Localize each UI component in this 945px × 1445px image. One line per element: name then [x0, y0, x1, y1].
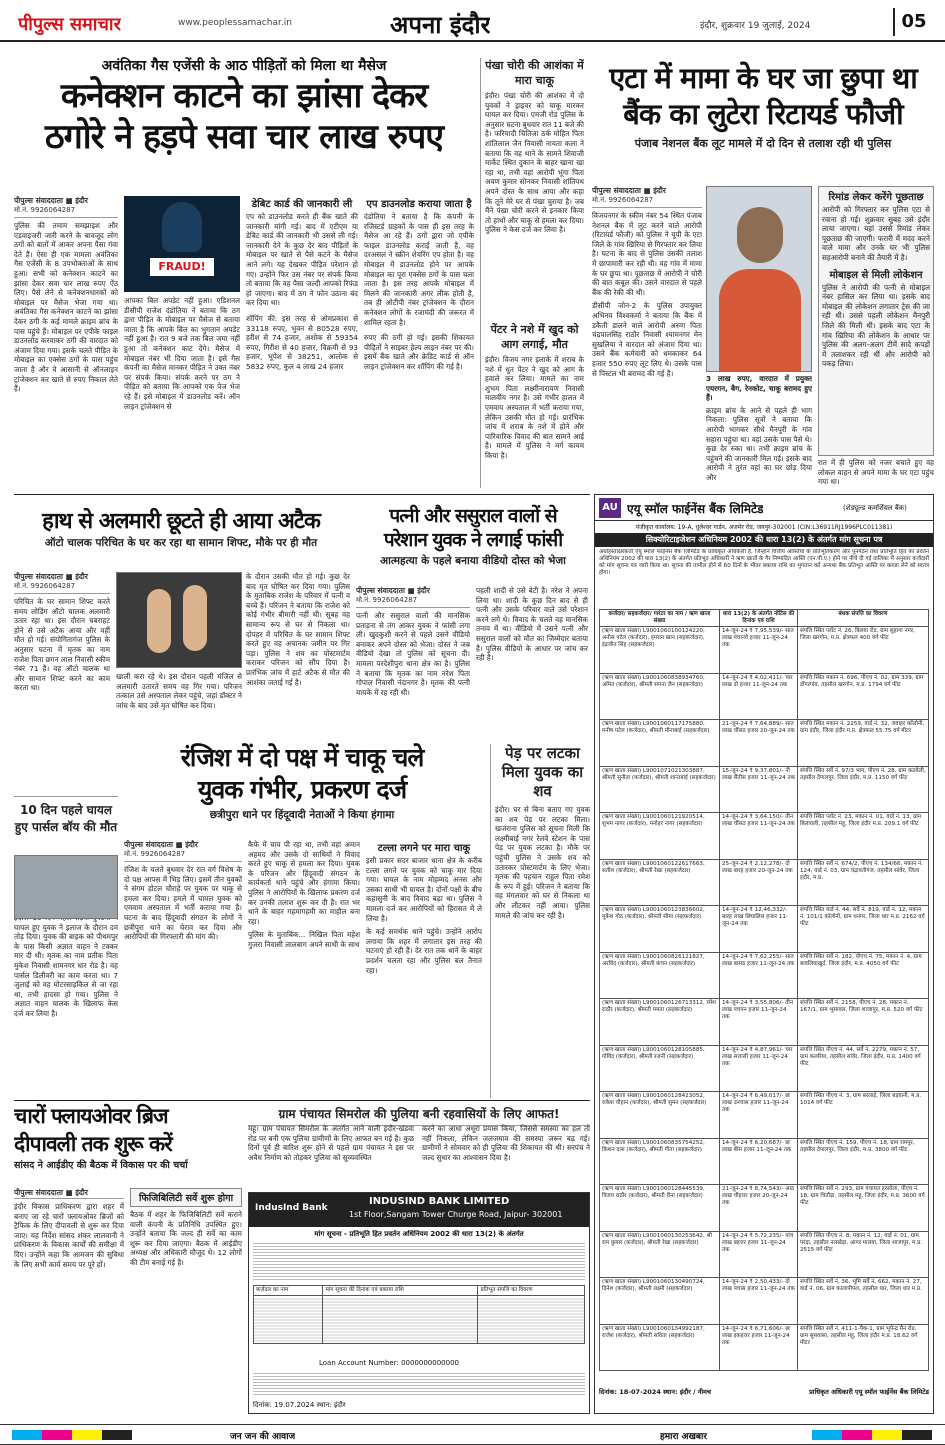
table-row [600, 1185, 929, 1232]
body-text: बैठक में शहर के फिजिबिलिटी सर्वे कराने वाली कंपनी के प्रतिनिधि उपस्थित हुए। उन्होंने बताया कि जल्द ही सर्वे का काम शुरू कर दिया जाएगा। बैठक में आईडीए अध्यक्ष और अधिकारी मौजूद थे। 12 लोगों की टीम बनाई गई है। [130, 1210, 242, 1267]
subhead: एप डाउनलोड कराया जाता है [366, 199, 472, 210]
table-cell: 14-जून-24 ₹ 4,87,961/- चार लाख सत्तासी हजार 11-जून-24 तक [720, 1045, 798, 1092]
box-title: मोबाइल से मिली लोकेशन [829, 269, 923, 281]
story1-col2 [124, 296, 240, 486]
table-cell: (ऋण खाता संख्या) L9001060122617663, सतीश (कर्जदार), श्रीमती रेखा (सहकर्जदार) [600, 859, 720, 906]
table-cell: (ऋण खाता संख्या) L9001060117175880, मनीष पटेल (कर्जदार), श्रीमती मीनाबाई (सहकर्जदार) [600, 720, 720, 767]
story1-col4 [364, 196, 474, 486]
body-text: दंडोतिया ने बताया है कि कंपनी के रजिस्टर्ड ग्राहकों के पास ही इस तरह के मैसेज आ रहे हैं। ठगों द्वारा जो एपीके फाइल डाउनलोड कराई जाती है, वह दरअसल ने स्क्रीन शेयरिंग एप होता है। वह मोबाइल में डाउनलोड होने पर आपके मोबाइल का पूरा एक्सेस ठगों के पास चला जाता है। इस तरह आपके मोबाइल में मिलने की जानकारी अगर लीक होती है, तब ही ओटीपी नंबर ट्रांजेक्शन के दौरान कनेक्शन लोगों के रजामंदी की जरूरत में शामिल रहता है। [364, 212, 474, 327]
table-row [600, 999, 929, 1046]
byline: पीपुल्स संवाददाता ■ इंदौर [14, 572, 88, 581]
accused-photo [706, 186, 812, 372]
headline-line-2: दीपावली तक शुरू करें [14, 1131, 172, 1156]
body-text: महू। ग्राम पंचायत सिमरोल के अंतर्गत आने वाली इंदौर-खंडवा रोड पर बनी एक पुलिया ग्रामीणों के लिए आफत बन गई है। कुछ दिनों पूर्व ही बारिश शुरू होने से पहले ग्राम पंचायत ने इस पर अवैध निर्माण को तोड़कर पुलिया को सुव्यवस्थित [248, 1124, 414, 1162]
indusind-notice-title: मांग सूचना - प्रतिभूति हित प्रवर्तन अधिनियम 2002 की धारा 13(2) के अंतर्गत [314, 1230, 524, 1238]
box-text: आरोपी को गिरफ्तार कर पुलिस एटा से रवाना हो गई। शुक्रवार सुबह उसे इंदौर लाया जाएगा। यहां उससे रिमांड लेकर पूछताछ की जाएगी। फरारी में मदद करने वाले मामा और उनके घर भी पुलिस सहआरोपी बनाने की तैयारी में है। [822, 205, 930, 262]
page-number: 05 [893, 8, 933, 36]
table-cell: 14-जून-24 ₹ 5,72,235/- पांच लाख बहत्तर हजार 11-जून-24 तक [720, 1231, 798, 1278]
story-rivalry-fight [122, 742, 482, 832]
story-hanging-body [490, 744, 590, 1098]
story7-col2 [476, 586, 588, 740]
table-cell: संपत्ति स्थित सर्वे नं. 411-1-पैक-1, ग्राम भूपेन्द्र मैन रोड, ग्राम सुसवासा, तहसील महू, जिला इंदौर म.प्र. 18.62 वर्ग मीटर [798, 1324, 929, 1371]
table-cell: संपत्ति स्थित वार्ड नं. 44, सर्वे नं. 819, वार्ड नं. 12, मकान नं. 101/1 कॉलोनी, ग्राम धनगर, जिला धार म.प्र. 2162 वर्ग फीट [798, 906, 929, 953]
au-intro: अधोहस्ताक्षरकर्ता एयू स्मॉल फाईनेंस बैंक लिमिटेड के प्राधिकृत अधिकारी है, जिन्होंने वित्तीय आस्तियों के प्रतिभूतिकरण और पुनर्गठन तथा प्रतिभूति हित का प्रवर्तन अधिनियम 2002 की धारा 13(2) के अंतर्गत प्रतिभूत अधिकारी ने ऋण खातों के गैर निष्पादित आस्ति (एन.पी.ए.) होने पर नीचे दी गई तालिका में अनुसार कर्जदारों को मांग सूचना पत्र जारी किया था। सूचना की तामील होने से 60 दिनों के भीतर बकाया राशि का भुगतान करें अन्यथा बैंक प्रतिभूत आस्ति पर कब्जा लेने को स्वतंत्र होगा। [599, 549, 929, 576]
mobile-number: मो.नं. 9926064287 [14, 582, 110, 594]
table-header: कर्जदार/ सहकर्जदार/ गारंटर का नाम / ऋण खाता संख्या [600, 610, 720, 627]
headline: हाथ से अलमारी छूटते ही आया अटैक [42, 508, 320, 534]
brand-logo: पीपुल्स समाचार [18, 14, 121, 35]
color-marks-left [12, 1430, 132, 1440]
story1-col1 [14, 196, 118, 486]
table-cell: (ऋण खाता संख्या) L9001060128423052, राकेश चौहान (कर्जदार), श्रीमती सुमन (सहकर्जदार) [600, 1092, 720, 1139]
dateline: इंदौर, शुक्रवार 19 जुलाई, 2024 [700, 21, 811, 31]
au-header [595, 495, 933, 521]
au-address: पंजीकृत कार्यालय: 19-A, धुलेश्वर गार्डन, अजमेर रोड, जयपुर-302001 (CIN:L36911RJ1996PLC011381) [635, 524, 893, 531]
body-text: पहली शादी से उसे बेटी है। नरेश ने अपना लिया था। शादी के कुछ दिन बाद से ही पत्नी और उसके परिवार वाले उसे परेशान करने लगे थे। विवाद के चलते वह मानसिक तनाव में था। वीडियो में उसने पत्नी और ससुराल वालों को मौत का जिम्मेदार बताया है। पुलिस वीडियो के आधार पर जांच कर रही है। [476, 586, 588, 663]
table-row [600, 1092, 929, 1139]
photo-caption: 3 लाख रुपए, वारदात में प्रयुक्त एयरगन, बैग, रेनकोट, चाकू बरामद हुए हैं। [706, 374, 812, 403]
story-painter-death [480, 322, 584, 488]
fraud-label: FRAUD! [150, 258, 214, 276]
table-row [600, 1231, 929, 1278]
body-text: के दौरान उसकी मौत हो गई। कुछ देर बाद मृत घोषित कर दिया गया। पुलिस के मुताबिक राजेश के परिवार में पत्नी व बच्चे हैं। परिजन ने बताया कि राजेश को कोई गंभीर बीमारी नहीं थी। सुबह वह सामान्य रूप से घर से निकला था। दोपहर में परिचित के घर सामान शिफ्ट करते हुए वह अचानक जमीन पर गिर पड़ा। पुलिस ने शव का पोस्टमार्टम कराकर परिजन को सौंप दिया है। प्रारंभिक जांच में हार्ट अटैक से मौत की आशंका जताई गई है। [246, 572, 350, 687]
headline: पेड़ पर लटका मिला युवक का शव [501, 744, 584, 800]
byline: पीपुल्स संवाददाता ■ इंदौर [592, 186, 666, 195]
mobile-number: मो.नं. 9926064287 [14, 206, 118, 218]
body-text: रुपए की ठगी हो गई। इसकी शिकायत पीड़ितों ने साइबर हेल्प लाइन नंबर पर की। इसमें बैंक खाते और क्रेडिट कार्ड से ऑन लाइन ट्रांजेक्शन कर शॉपिंग की गई है। [364, 333, 474, 371]
indusind-logo: IndusInd Bank [255, 1203, 328, 1213]
table-cell: संपत्ति स्थित सर्वे नं. 182, पीएच नं. 75, मकान नं. 4, ग्राम बावलियाखुर्द, जिला इंदौर, म.प्र. 4050 वर्ग फीट [798, 952, 929, 999]
story4-col2 [706, 374, 812, 490]
body-text: विजयनगर के स्कीम नंबर 54 स्थित पंजाब नेशनल बैंक में लूट करने वाले आरोपी (रिटायर्ड फौजी) को पुलिस ने यूपी के एटा जिले के गांव खिरिया से गिरफ्तार कर लिया है। घटना के बाद से पुलिस उसकी तलाश में छापामारी कर रही थी। वह गांव में मामा के घर छुपा था। पूछताछ में आरोपी ने चोरी की बात कबूल की। उसने वारदात से पहले बैंक की रेकी की थी। [592, 211, 702, 297]
table-header: प्रतिभूत संपत्ति का विवरण [478, 1286, 585, 1296]
headline: पेंटर ने नशे में खुद को आग लगाई, मौत [490, 323, 579, 351]
subhead: डेबिट कार्ड की जानकारी ली [251, 199, 353, 210]
story7-col1 [356, 586, 470, 740]
story4-col1 [592, 186, 702, 490]
table-cell: (ऋण खाता संख्या) L9001060835754252, किशन दास (कर्जदार), श्रीमती गीता (सहकर्जदार) [600, 1138, 720, 1185]
table-header: बंधक संपत्ति का विवरण [798, 610, 929, 627]
body-text: परिचित के घर सामान शिफ्ट करते समय लोडिंग ऑटो चालक अलमारी उतार रहा था। इस दौरान घबराहट होने से उसे अटैक आया और वहीं मौत हो गई। संयोगितागंज पुलिस के अनुसार घटना में मृतक का नाम राजेश पिता छगन लाल निवासी स्कीम नंबर 71 है। वह ऑटो चालक था और सामान शिफ्ट करने का काम करता था। [14, 597, 110, 693]
story-heart-attack [14, 506, 348, 570]
shirt-shape [719, 269, 801, 372]
story5-col1 [14, 572, 110, 798]
table-row [600, 1045, 929, 1092]
table-row [600, 813, 929, 860]
foot-shape [183, 585, 207, 651]
indusind-date: दिनांक: 19.07.2024 स्थान: इंदौर [253, 1401, 346, 1409]
table-cell: (ऋण खाता संख्या) L9001060128445539, विजय राठौर (कर्जदार), श्रीमती रीना (सहकर्जदार) [600, 1185, 720, 1232]
feet-photo [116, 572, 242, 668]
headline: 10 दिन पहले घायल हुए पार्सल बॉय की मौत [14, 803, 118, 834]
indusind-bank-notice [248, 1192, 590, 1414]
indusind-header [249, 1193, 589, 1227]
body-text: एप को डाउनलोड करते ही बैंक खाते की जानकारी मांगी गई। बाद में एटीएम या डेबिट कार्ड की जानकारी भी उससे ली गई। जानकारी देने के कुछ देर बाद पीड़ितों के मोबाइल पर खाते से पैसे कटने के मैसेज आने लगे। यह देखकर पीड़ित परेशान हो गए। उन्होंने फिर उस नंबर पर संपर्क किया तो बताया कि वह पैसा जल्दी आपको रिफंड हो जाएगा। बाद में ठग ने फोन उठाना बंद कर दिया था। [246, 212, 358, 308]
subhead: पंजाब नेशनल बैंक लूट मामले में दो दिन से तलाश रही थी पुलिस [634, 137, 892, 150]
story4-col3 [818, 458, 934, 490]
table-row [600, 673, 929, 720]
divider [14, 494, 590, 495]
table-cell: संपत्ति स्थित सर्वे नं. 97/3 भाग, पीएच नं. 28, ग्राम कठवेली, तहसील देपालपुर, जिला इंदौर, म.प्र. 1150 वर्ग फीट [798, 766, 929, 813]
story10-col2 [130, 1188, 242, 1414]
table-cell: संपत्ति स्थित मकान नं. 2259, वार्ड नं. 32, जवाहर कॉलोनी, ग्राम इंदौर, जिला इंदौर म.प्र. क्षेत्रफल 55.75 वर्ग मीटर [798, 720, 929, 767]
table-cell: (ऋण खाता संख्या) L9001071021303887, श्रीमती सुनीता (कर्जदार), श्रीमती शान्तबाई (सहकर्जदार) [600, 766, 720, 813]
body-text: खाली करा रहे थे। इस दौरान पहली मंजिल से अलमारी उतारते समय वह गिर गया। परिजन तत्काल उसे अस्पताल लेकर पहुंचे, जहां डॉक्टर ने जांच के बाद उसे मृत घोषित कर दिया। [116, 672, 242, 710]
table-cell: (ऋण खाता संख्या) L9001060100124220, अनीस पटेल (कर्जदार), इमरान खान (सहकर्जदार), इंद्रजीत सिंह (सहकर्जदार) [600, 627, 720, 674]
story-flyover [14, 1102, 240, 1186]
headline: ग्राम पंचायत सिमरोल की पुलिया बनी रहवासियों के लिए आफत! [248, 1102, 590, 1126]
table-cell: 14-जून-24 ₹ 7,95,539/- सात लाख पंचानवे हजार 11-जून-24 तक [720, 627, 798, 674]
brand-url: www.peoplessamachar.in [178, 18, 292, 28]
person-icon [737, 207, 783, 263]
au-logo-icon: AU [599, 498, 621, 518]
headline-line-2: ठगोरे ने हड़पे सवा चार लाख रुपए [44, 117, 444, 157]
indusind-title: INDUSIND BANK LIMITED [369, 1196, 510, 1207]
story1-col3 [246, 196, 358, 486]
table-row [600, 952, 929, 999]
subhead: सांसद ने आईडीए की बैठक में विकास पर की चर्चा [14, 1160, 188, 1171]
story-knife-attack [480, 58, 584, 322]
table-row [600, 906, 929, 953]
table-cell: 25-जून-24 ₹ 2,12,278/- दो लाख बारह हजार 20-जून-24 तक [720, 859, 798, 906]
table-cell: संपत्ति स्थित सर्वे नं. 674/2, पीएच नं. 134/66, मकान नं. 124, वार्ड नं. 03, ग्राम चंद्रावतीगंज, तहसील सांवेर, जिला इंदौर, म.प्र. [798, 859, 929, 906]
story-bank-robber [592, 60, 934, 182]
body-text: रंजिश के चलते बुधवार देर रात वर्ग विशेष के दो पक्ष आपस में भिड़ लिए। इसमें तीन युवकों ने संगम होटल चौराहे पर युवक पर चाकू से हमला कर दिया। हमले में घायल युवक को एमवाय अस्पताल में भर्ती कराया गया है। घटना के बाद हिंदूवादी संगठन के लोगों ने छत्रीपुरा थाने का घेराव कर दिया और आरोपियों की गिरफ्तारी की मांग की। [124, 865, 242, 942]
byline: पीपुल्स संवाददाता ■ इंदौर [124, 840, 198, 849]
indusind-fineprint [253, 1241, 585, 1281]
table-cell: (ऋण खाता संख्या) L9001060838934760, अमित (कर्जदार), श्रीमती सपना जैन (सहकर्जदार) [600, 673, 720, 720]
byline: पीपुल्स संवाददाता ■ इंदौर [14, 196, 88, 205]
subhead: फिजिबिलिटी सर्वे शुरू होगा [138, 1193, 234, 1204]
table-cell: 21-जून-24 ₹ 7,64,889/- सात लाख चौंसठ हजार 20-जून-24 तक [720, 720, 798, 767]
subhead: टल्ला लगने पर मारा चाकू [377, 843, 471, 854]
table-cell: 14-जून-24 ₹ 4,02,411/- चार लाख दो हजार 11-जून-24 तक [720, 673, 798, 720]
box-title: रिमांड लेकर करेंगे पूछताछ [828, 192, 924, 203]
subhead: ऑटो चालक परिचित के घर कर रहा था सामान शिफ्ट, मौके पर ही मौत [44, 537, 318, 549]
indusind-fineprint [253, 1371, 585, 1397]
table-row [600, 766, 929, 813]
body-text: इसी प्रकार सदर बाजार थाना क्षेत्र के करीब टल्ला लगने पर युवक को चाकू मार दिया गया। घायल के नाम मोहम्मद अनस और उसका साथी भी घायल है। दोनों पक्षों के बीच कहासुनी के बाद विवाद बढ़ा था। पुलिस ने मामला दर्ज कर आरोपियों को हिरासत में ले लिया है। [366, 856, 482, 923]
headline-line-1: एटा में मामा के घर जा छुपा था [609, 61, 917, 95]
table-cell: 14-जून-24 ₹ 7,62,255/- सात लाख बासठ हजार 11-जून-24 तक [720, 952, 798, 999]
au-tag: (शेड्यूल्ड कमर्शियल बैंक) [843, 504, 907, 512]
table-cell: (ऋण खाता संख्या) L9001060130490724, दिनेश (कर्जदार), श्रीमती लक्ष्मी (सहकर्जदार) [600, 1278, 720, 1325]
table-cell: संपत्ति स्थित सर्वे नं. 36, भूमि सर्वे नं. 662, मकान नं. 27, वार्ड नं. 06, ग्राम कालापीपल, तहसील धार, जिला धार म.प्र. [798, 1278, 929, 1325]
table-cell: 14-जून-24 ₹ 2,50,433/- दो लाख पचास हजार 11-जून-24 तक [720, 1278, 798, 1325]
table-cell: 14-जून-24 ₹ 6,49,017/- छः लाख उनचास हजार 11-जून-24 तक [720, 1092, 798, 1139]
subhead: आत्महत्या के पहले बनाया वीडियो दोस्त को भेजा [380, 555, 566, 567]
footer-right-slogan: हमारा अखबार [660, 1432, 708, 1442]
body-text: आपका बिल अपडेट नहीं हुआ। एडिशनल डीसीपी राजेश दंडोतिया ने बताया कि ठग द्वारा पीड़ित के मोबाइल पर मैसेज से बताया जाता है कि आपके बिल का भुगतान अपडेट नहीं हुआ है। रात 9 बजे तक बिल जमा नहीं हुआ तो कनेक्शन काट देंगे। मैसेज में मोबाइल नंबर भी दिया जाता है। इसे गैस कंपनी का मैसेज मानकर पीड़ित ने उक्त नंबर पर संपर्क किया। संपर्क करने पर ठग ने पीड़ित को बताया कि आपको एक पेज भेज रहे हैं। इसे मोबाइल में डाउनलोड करें। ऑन लाइन ट्रांजेक्शन से [124, 296, 240, 411]
story-suicide [356, 504, 590, 584]
body-text: पुलिस के मुताबिक... निखिल पिता महेश गुजरा निवासी लालबाग अपने साथी के साथ [248, 930, 360, 949]
headline-line-1: कनेक्शन काटने का झांसा देकर [60, 76, 428, 116]
table-cell: 14-जून-24 ₹ 12,46,332/- बारह लाख छियालिस हजार 11-जून-24 तक [720, 906, 798, 953]
table-row [254, 1296, 585, 1344]
body-text: करने का आधा अधूरा प्रयास किया, जिससे समस्या का हल तो नहीं निकला, लेकिन जलजमाव की समस्या जरूर बढ़ गई। ग्रामीणों ने सोमवार को ही पुलिया की शिकायत की थी। सरपंच ने जल्द सुधार का आश्वासन दिया है। [422, 1124, 590, 1162]
table-cell: (ऋण खाता संख्या) L9001060130253642, श्री राम कुमार (कर्जदार), श्रीमती रेखा (सहकर्जदार) [600, 1231, 720, 1278]
table-row [600, 1138, 929, 1185]
byline: पीपुल्स संवाददाता ■ इंदौर [356, 586, 430, 595]
table-cell: संपत्ति स्थित पीएच नं. 8, मकान नं. 12, वार्ड नं. 01, ग्राम परदा, तहसील नलखेड़ा, आगर मालवा, जिला शाजापुर, म.प्र. 2515 वर्ग फीट [798, 1231, 929, 1278]
hacker-silhouette-icon [162, 202, 202, 252]
au-notice-title: सिक्योरिटाइजेशन अधिनियम 2002 की धारा 13(2) के अंतर्गत मांग सूचना पत्र [595, 533, 933, 547]
headline-line-2: बैंक का लुटेरा रिटायर्ड फौजी [623, 97, 903, 131]
body-text: इंदौर। विजय नगर इलाके में शराब के नशे में धुत पेंटर ने खुद को आग के हवाले कर लिया। मामले का नाम शुभम पिता लक्ष्मीनारायण निवासी मालवीय नगर है। उसे गंभीर हालत में एमवाय अस्पताल में भर्ती कराया गया, लेकिन उसकी मौत हो गई। प्रारंभिक जांच में शराब के नशे में होने और पारिवारिक विवाद की बात सामने आई है। मामले में पुलिस ने मर्ग कायम किया है। [485, 355, 584, 460]
au-bank-notice [594, 494, 934, 1414]
au-footer-left: दिनांक: 18-07-2024 स्थान: इंदौर / नीमच [599, 1388, 712, 1396]
mobile-number: मो.नं. 9926064287 [592, 196, 702, 208]
body-text: कैफे में चाय पी रहा था, तभी वहां अमान अहमद और उसके दो साथियों ने विवाद करते हुए चाकू से हमला कर दिया। युवक के परिजन और हिंदूवादी संगठन के कार्यकर्ता थाने पहुंचे और हंगामा किया। पुलिस ने आरोपियों के खिलाफ प्रकरण दर्ज कर उनकी तलाश शुरू कर दी है। रात भर थाने के बाहर गहमागहमी का माहौल बना रहा। [248, 840, 360, 926]
table-cell: संपत्ति स्थित पीएच नं. 159, पीएच नं. 18, ग्राम रामपुर, तहसील देपालपुर, जिला इंदौर, म.प्र. 3800 वर्ग फीट [798, 1138, 929, 1185]
headline-line-1: रंजिश में दो पक्ष में चाकू चले [180, 743, 424, 772]
footer-left-slogan: जन जन की आवाज [230, 1432, 296, 1442]
table-cell: (ऋण खाता संख्या) L9001060123836602, मुकेश गोठ (कर्जदार), श्रीमती सीमा (सहकर्जदार) [600, 906, 720, 953]
page-footer [0, 1424, 945, 1445]
table-row [600, 627, 929, 674]
story-parcel-boy [14, 796, 118, 1098]
kicker: अवंतिका गैस एजेंसी के आठ पीड़ितों को मिला था मैसेज [101, 58, 387, 74]
table-cell: 14-जून-24 ₹ 3,64,150/- तीन लाख चौंसठ हजार 11-जून-24 तक [720, 813, 798, 860]
mobile-number: मो.नं. 9926064287 [356, 596, 470, 608]
headline-line-1: पत्नी और ससुराल वालों से [389, 505, 557, 527]
body-text: इंदौर विकास प्राधिकरण द्वारा शहर में बनाए जा रहे चारों फ्लायओवर ब्रिजों को ट्रैफिक के लिए दीपावली से शुरू कर दिया जाए। यह निर्देश सांसद शंकर लालवानी ने प्राधिकरण के विकास कार्यों की समीक्षा में दिए। उन्होंने कहा कि आमजन की सुविधा के लिए सभी कार्य समय पर पूरे हों। [14, 1202, 124, 1269]
table-cell: संपत्ति स्थित सर्वे नं. 2158, पीएच नं. 28, मकान नं. 167/1, ग्राम भुसावल, जिला शाजापुर, म.प्र. 520 वर्ग फीट [798, 999, 929, 1046]
indusind-table [253, 1285, 585, 1344]
covered-body-photo [14, 855, 118, 919]
indusind-loan-number: Loan Account Number: 0000000000000 [319, 1359, 459, 1367]
table-cell: (ऋण खाता संख्या) L9001060134992187, राजेश (कर्जदार), श्रीमती सविता (सहकर्जदार) [600, 1324, 720, 1371]
story8-col2 [248, 840, 360, 1098]
table-cell: संपत्ति स्थित पीएच नं. 44, सर्वे नं. 2279, मकान नं. 57, ग्राम कलरिया, तहसील सांवेर, जिला इंदौर, म.प्र. 1400 वर्ग फीट [798, 1045, 929, 1092]
table-header: धारा 13(2) के अंतर्गत नोटिस की दिनांक एवं राशि [720, 610, 798, 627]
table-cell: (ऋण खाता संख्या) L9001060121920514, शुभम नागर (कर्जदार), मनोहर नागर (सहकर्जदार) [600, 813, 720, 860]
table-header: कर्ज़दार का नाम [254, 1286, 323, 1296]
story-simrol-bridge [248, 1102, 590, 1190]
table-row [600, 1324, 929, 1371]
table-cell: संपत्ति स्थित पीएच नं. 3, ग्राम बरलाई, जिला बड़वानी, म.प्र. 1014 वर्ग फीट [798, 1092, 929, 1139]
au-table [599, 609, 929, 1371]
table-cell: (ऋण खाता संख्या) L9001060826121827, अरविंद (कर्जदार), श्रीमती कंचन (सहकर्जदार) [600, 952, 720, 999]
headline-line-2: युवक गंभीर, प्रकरण दर्ज [197, 775, 407, 804]
table-cell: (ऋण खाता संख्या) L9001060128105885, गोविंद (कर्जदार), श्रीमती रजनी (सहकर्जदार) [600, 1045, 720, 1092]
table-row [600, 720, 929, 767]
table-header: मांग सूचना की दिनांक एवं बकाया राशि [323, 1286, 478, 1296]
mobile-number: मो.नं. 9926064287 [124, 850, 242, 862]
table-header-row [254, 1286, 585, 1296]
foot-shape [147, 589, 171, 653]
table-cell: 14-जून-24 ₹ 3,55,806/- तीन लाख पचपन हजार 11-जून-24 तक [720, 999, 798, 1046]
au-title: एयू स्मॉल फाईनेंस बैंक लिमिटेड [627, 502, 764, 516]
table-cell: 21-जून-24 ₹ 8,74,543/- आठ लाख चौहत्तर हजार 20-जून-24 तक [720, 1185, 798, 1232]
body-text: क्राइम ब्रांच के आने से पहले ही भाग निकला: पुलिस सूत्रों ने बताया कि आरोपी भागकर सीधे मैनपुरी के गांव सहारा पहुंचा था। वहां उसके पास पैसे थे। कुछ देर रुका था। तभी क्राइम ब्रांच के पहुंचने की जानकारी मिल गई। इसके बाद आरोपी ने तुरंत वहां का घर छोड़ दिया और [706, 405, 812, 482]
table-cell: 14-जून-24 ₹ 6,20,687/- छः लाख बीस हजार 11-जून-24 तक [720, 1138, 798, 1185]
subhead-box [130, 1188, 242, 1207]
table-cell: 15-जून-24 ₹ 9,37,801/- नौ लाख सैंतीस हजार 11-जून-24 तक [720, 766, 798, 813]
divider [14, 1100, 590, 1101]
body-text: इंदौर। घर से बिना बताए गए युवक का शव पेड़ पर लटका मिला। खजराना पुलिस को सूचना मिली कि लक्ष्मीबाई नगर रेलवे स्टेशन के पास पेड़ पर युवक लटका है। मौके पर पहुंची पुलिस ने उसके शव को उतारकर पोस्टमार्टम के लिए भेजा। मृतक की पहचान राहुल पिता रमेश के रूप में हुई। परिजन ने बताया कि वह मंगलवार को घर से निकला था और लौटकर नहीं आया। पुलिस मामले की जांच कर रही है। [495, 805, 590, 920]
headline: पंखा चोरी की आशंका में मारा चाकू [485, 59, 584, 87]
subhead: छत्रीपुरा थाने पर हिंदूवादी नेताओं ने किया हंगामा [209, 809, 395, 821]
body-text: इंदौर। पंखा चोरी की आशंका में दो युवकों ने ड्राइवर को चाकू मारकर घायल कर दिया। एमजी रोड पुलिस के अनुसार घटना बुधवार रात 11 बजे की है। फरियादी चितिजा ठर्क मोहित पिता शांतिलाल जैन निवासी नायता कला ने बताया कि वह थाने के सामने शिवाजी मार्केट स्थित दुकान के बाहर खाना खा रहा था, तभी वहां आरोपी भूंगा पिता अवण कुमार सोनकर निवासी शांतिपथ अपने दोस्त के साथ आया और कहा कि तूने मेरे घर से पंखा चुराया है। जब मैंने पंखा चोरी करने से इनकार किया तो हाथों और चाकू से हमला कर दिया। पुलिस ने केस दर्ज कर लिया है। [485, 91, 584, 235]
table-cell: संपत्ति स्थित प्लॉट नं. 26, बिलवा रोड, ग्राम सुहागा नगर, जिला खरगोन, म.प्र. क्षेत्रफल 400 वर्ग फीट [798, 627, 929, 674]
remand-box [818, 186, 934, 456]
body-text: पत्नी और ससुराल वालों की मानसिक प्रताड़ना से तंग आकर युवक ने फांसी लगा ली। खुदकुशी करने से पहले उसने वीडियो बनाकर अपने दोस्त को भेजा। दोस्त ने जब वीडियो देखा तो पुलिस को सूचना दी। मामला परदेशीपुरा थाना क्षेत्र का है। पुलिस ने बताया कि मृतक का नाम नरेश पिता गोपाल निवासी नंदानगर है। मृतक की पत्नी मायके में रह रही थी। [356, 611, 470, 697]
body-text: शॉपिंग की: इस तरह से ओमप्रकाश से 33118 रुपए, भुवन से 80528 रुपए, हरीश से 74 हजार, अशोक से 59354 रुपए, गिरीश से 40 हजार, विक्रमी से 93 हजार, भूपेश से 38251, आलोक से 5832 रुपए, कुल 4 लाख 24 हजार [246, 313, 358, 371]
headline-line-2: परेशान युवक ने लगाई फांसी [383, 529, 563, 551]
color-marks-right [812, 1430, 932, 1440]
story8-col1 [124, 840, 242, 1098]
story8-col3 [366, 840, 482, 1098]
section-title: अपना इंदौर [390, 10, 491, 39]
masthead [0, 0, 945, 42]
table-cell: संपत्ति स्थित सर्वे नं. 293, ग्राम पंचायत हरसोला, पीएच नं. 18, ग्राम चितौड़ा, तहसील महू, जिला इंदौर, म.प्र. 3600 वर्ग फीट [798, 1185, 929, 1232]
table-header-row [600, 610, 929, 627]
table-cell: संपत्ति स्थित प्लॉट नं. 23, मकान नं. 01, वार्ड नं. 13, ग्राम बिलावली, तहसील महू, जिला इंदौर म.प्र. 209.1 वर्ग फीट [798, 813, 929, 860]
body-text: डीसीपी जोन-2 के पुलिस उपायुक्त अभिनय विश्वकर्मा ने बताया कि बैंक में डकैती डालने वाले आरोपी अरुण पिता चंद्रपालसिंह राठौर निवासी श्यामनगर मेन सुखलिया ने वारदात को अंजाम दिया था। उसने बैंक कर्मचारी को धमकाकर 64 हजार 550 रुपए लूट लिए थे। उसके पास से पिस्टल भी बरामद की गई है। [592, 301, 702, 378]
table-row [600, 1278, 929, 1325]
table-row [600, 859, 929, 906]
body-text: रात में ही पुलिस को नजर बचाते हुए वह लोकल वाहन से अपने मामा के घर एटा पहुंच गया था। [818, 458, 934, 487]
table-cell: 14-जून-24 ₹ 6,71,606/- छः लाख इकहत्तर हजार 11-जून-24 तक [720, 1324, 798, 1371]
body-text: पुलिस की तमाम समझाइश और एडवाइजरी जारी करने के बावजूद लोग ठगों को बातों में आकर अपना पैसा गंवा देते हैं। ऐसा ही एक मामला अवंतिका गैस एजेंसी के 8 उपभोक्ताओं के साथ हुआ। सभी को कनेक्शन काटने का झांसा देकर सवा चार लाख रुपए ऐंठ लिए। पैसे लेने से कनेक्शनधारकों को मोबाइल पर मैसेज भेजा गया था। अवंतिका गैस कनेक्शन काटने का झांसा देकर ठगी के कई मामले क्राइम ब्रांच के पास पहुंचे हैं। मोबाइल पर एपीके फाइल डाउनलोड करवाकर ठगी की वारदात को अंजाम दिया गया। इसके चलते पीड़ित के मोबाइल का एक्सेस ठगों के पास पहुंच जाता है और वे आसानी से ऑनलाइन ट्रांजेक्शन कर खाते से रुपए निकाल लेते हैं। [14, 221, 118, 394]
headline-line-1: चारों फ्लायओवर ब्रिज [14, 1103, 168, 1128]
table-cell: (ऋण खाता संख्या) L9001060126713312, रमेश राठौर (कर्जदार), श्रीमती ममता (सहकर्जदार) [600, 999, 720, 1046]
au-footer-right: प्राधिकृत अधिकारी एयू स्मॉल फाईनेंस बैंक लिमिटेड [809, 1388, 929, 1396]
box-text: पुलिस ने आरोपी की पत्नी से मोबाइल नंबर हासिल कर लिया था। इसके बाद मोबाइल की लोकेशन लगातार ट्रेस की जा रही थी। उससे पहली लोकेशन मैनपुरी जिले की मिली थी। इसके बाद एटा के गांव खिरिया की लोकेशन के आधार पर पुलिस की अलग-अलग टीमें सादे कपड़ों में तलाशकर रही थीं और आरोपी को पकड़ लिया। [822, 282, 930, 369]
story10-col1 [14, 1188, 124, 1414]
body-text: के कई समर्थक थाने पहुंचे। उन्होंने आरोप लगाया कि शहर में लगातार इस तरह की घटनाएं हो रही हैं। देर रात तक थाने के बाहर प्रदर्शन चलता रहा और पुलिस बल तैनात रहा। [366, 927, 482, 975]
indusind-address: 1st Floor,Sangam Tower Churge Road, Jaipur- 302001 [349, 1210, 563, 1219]
body-text: घायल हुए युवक ने इलाज के दौरान दम तोड़ दिया। युवक की बाइक को पीथमपुर के पास किसी अज्ञात वाहन ने टक्कर मार दी थी। मृतक का नाम प्रतीक पिता मुकेश निवासी शामनगर धार रोड है। वह पार्सल डिलीवरी का काम करता था। 7 जुलाई को वह मोटरसाइकिल से जा रहा था, तभी हादसा हो गया। पुलिस ने अज्ञात वाहन चालक के खिलाफ केस दर्ज कर लिया है। [14, 922, 118, 1018]
byline: पीपुल्स संवाददाता ■ इंदौर [14, 1188, 124, 1199]
table-cell: संपत्ति स्थित मकान नं. 696, पीएच नं. 02, ग्राम 339, ग्राम डोंगरगांव, तहसील खरगोन, म.प्र. 1794 वर्ग फीट [798, 673, 929, 720]
fraud-image [124, 196, 240, 292]
